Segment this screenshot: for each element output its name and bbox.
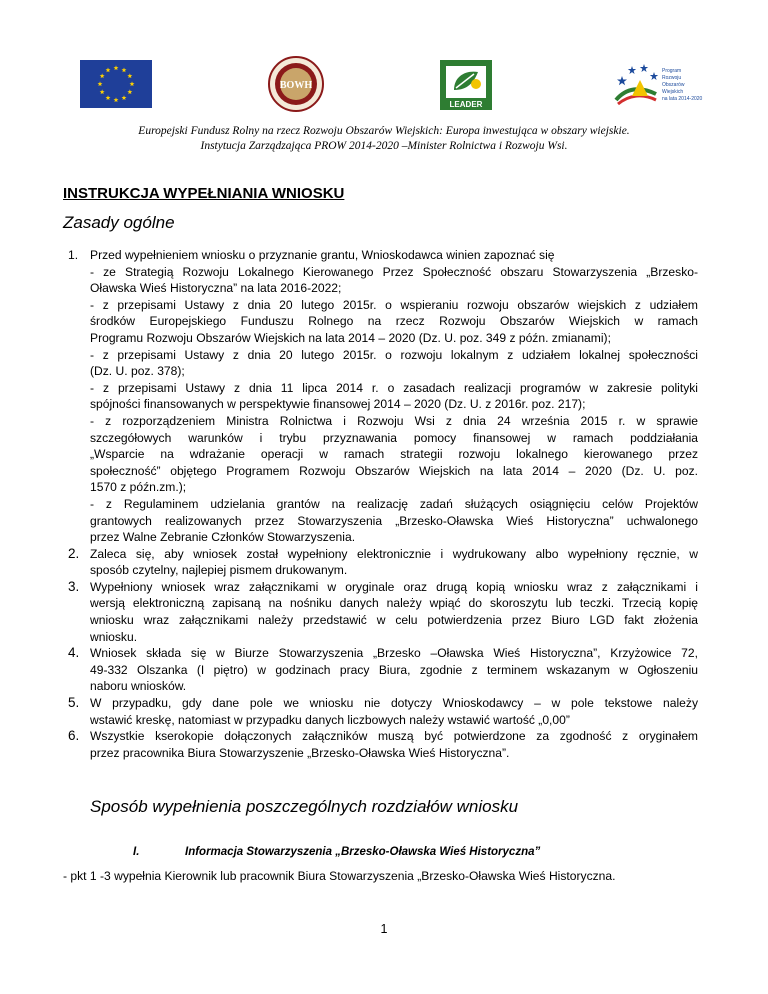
svg-text:Wiejskich: Wiejskich (662, 89, 684, 95)
list-item-number: 5. (68, 695, 80, 711)
list-item-line: Wypełniony wniosek wraz załącznikami w oryginale oraz drugą kopią wniosku wraz z załącznikami i (90, 579, 698, 594)
list-item-line: naboru wniosków. (90, 679, 187, 694)
list-item-number: 3. (68, 578, 80, 594)
list-item-line: 49-332 Olszanka (I piętro) w godzinach pracy Biura, zgodnie z terminem wskazanym w Ogłoszeniu (90, 662, 698, 677)
rules-list (68, 247, 698, 761)
list-item-line: „Wsparcie na wdrażanie operacji w ramach strategii rozwoju lokalnego kierowanego przez (90, 447, 698, 462)
list-item-number: 1. (68, 248, 79, 262)
svg-text:Program: Program (662, 68, 682, 74)
header-line-1: Europejski Fundusz Rolny na rzecz Rozwoju Obszarów Wiejskich: Europa inwestująca w obszary wiejskie. (138, 125, 630, 137)
list-item-line: - z przepisami Ustawy z dnia 20 lutego 2015r. o wspieraniu rozwoju obszarów wiejskich z udziałem (90, 297, 698, 312)
list-item (68, 695, 698, 728)
list-item-line: - ze Strategią Rozwoju Lokalnego Kierowanego Przez Społeczność obszaru Stowarzyszenia „Brzesko- (90, 264, 698, 279)
list-item-line: przez pracownika Biura Stowarzyszenie „Brzesko-Oławska Wieś Historyczna”. (90, 745, 510, 760)
list-item-line: wstawić kreskę, natomiast w przypadku danych liczbowych należy wstawić wartość „0,00” (90, 712, 570, 727)
list-item-line: grantowych realizowanych przez Stowarzyszenia „Brzesko-Oławska Wieś Historyczna” uchwalonego (90, 513, 698, 528)
list-item-line: sposób czytelny, najlepiej pismem drukowanym. (90, 563, 348, 578)
list-item-number: 4. (68, 645, 80, 661)
list-item-number: 2. (68, 545, 80, 561)
svg-text:Rozwoju: Rozwoju (662, 75, 682, 81)
list-item-line: - z przepisami Ustawy z dnia 20 lutego 2015r. o rozwoju lokalnym z udziałem lokalnej społeczności (90, 347, 698, 362)
chapter-heading (133, 846, 540, 858)
list-item-line: - z przepisami Ustawy z dnia 11 lipca 2014 r. o zasadach realizacji programów w zakresie polityki (90, 380, 698, 395)
logos-row (0, 56, 768, 116)
list-item-line: wersją elektroniczną zapisaną na nośniku danych należy wpiąć do skoroszytu lub teczki. Trzecią kopię (90, 596, 698, 611)
list-item (68, 728, 698, 761)
list-item-line: Oławska Wieś Historyczna” na lata 2016-2022; (90, 281, 342, 296)
leader-text: LEADER (449, 100, 483, 109)
list-item-line: wniosku wraz załącznikami należy przedstawić w celu potwierdzenia przez Biuro LGD fakt złożenia (90, 613, 698, 628)
header-line-2: Instytucja Zarządzająca PROW 2014-2020 –Minister Rolnictwa i Rozwoju Wsi. (200, 140, 568, 152)
list-item (68, 645, 698, 695)
list-item-line: wniosku. (90, 629, 138, 644)
list-item-line: szczegółowych warunków i trybu przyznawania pomocy finansowej w ramach poddziałania (90, 430, 698, 445)
list-item (68, 545, 698, 579)
list-item (68, 247, 698, 546)
chapter-roman-numeral: I. (133, 846, 140, 858)
svg-text:Obszarów: Obszarów (662, 82, 685, 88)
list-item-number: 6. (68, 728, 80, 744)
list-item-line: Zaleca się, aby wniosek został wypełniony elektronicznie i wydrukowany albo wypełniony ręcznie, w (90, 546, 698, 561)
list-item-line: przez Walne Zebranie Członków Stowarzyszenia. (90, 530, 356, 545)
chapter-note: - pkt 1 -3 wypełnia Kierownik lub pracownik Biura Stowarzyszenia „Brzesko-Oławska Wieś Historyczna. (63, 869, 616, 883)
eu-flag-logo (80, 60, 152, 108)
list-item-line: Programu Rozwoju Obszarów Wiejskich na lata 2014 – 2020 (Dz. U. poz. 349 z późn. zmianami); (90, 330, 611, 345)
prow-logo (610, 58, 703, 112)
list-item-line: Wszystkie kserokopie dołączonych załączników muszą być potwierdzone za zgodność z oryginałem (90, 729, 698, 744)
list-item-line: społeczność” objętego Programem Rozwoju Obszarów Wiejskich na lata 2014 – 2020 (Dz. U. poz. (90, 463, 698, 478)
svg-text:na lata 2014-2020: na lata 2014-2020 (662, 96, 703, 102)
chapter-title: Informacja Stowarzyszenia „Brzesko-Oławska Wieś Historyczna” (185, 846, 541, 858)
bowh-seal-text: BOWH (279, 80, 313, 91)
leader-logo (440, 60, 492, 110)
list-item-line: - z Regulaminem udzielania grantów na realizację zadań służących osiągnięciu celów Projektów (90, 496, 698, 511)
section-heading-filling-method: Sposób wypełnienia poszczególnych rozdziałów wniosku (90, 797, 519, 816)
bowh-seal-logo (268, 56, 324, 112)
list-item-line: Przed wypełnieniem wniosku o przyznanie grantu, Wnioskodawca winien zapoznać się (90, 248, 555, 262)
list-item-line: 1570 z późn.zm.); (90, 480, 187, 495)
list-item-line: - z rozporządzeniem Ministra Rolnictwa i Rozwoju Wsi z dnia 24 września 2015 r. w sprawie (90, 413, 698, 428)
list-item (68, 578, 698, 645)
list-item-line: (Dz. U. poz. 378); (90, 364, 185, 379)
list-item-line: W przypadku, gdy dane pole we wniosku nie dotyczy Wnioskodawcy – w pole tekstowe należy (90, 696, 698, 711)
page-number: 1 (380, 922, 388, 936)
list-item-line: spójności finansowanych w perspektywie finansowej 2014 – 2020 (Dz. U. z 2016r. poz. 217); (90, 397, 586, 412)
document-title: INSTRUKCJA WYPEŁNIANIA WNIOSKU (63, 185, 345, 202)
list-item-line: środków Europejskiego Funduszu Rolnego na rzecz Rozwoju Obszarów Wiejskich w ramach (90, 314, 698, 329)
section-heading-general-rules: Zasady ogólne (63, 213, 175, 232)
list-item-line: Wniosek składa się w Biurze Stowarzyszenia „Brzesko –Oławska Wieś Historyczna”, Krzyżowice 72, (90, 646, 698, 661)
